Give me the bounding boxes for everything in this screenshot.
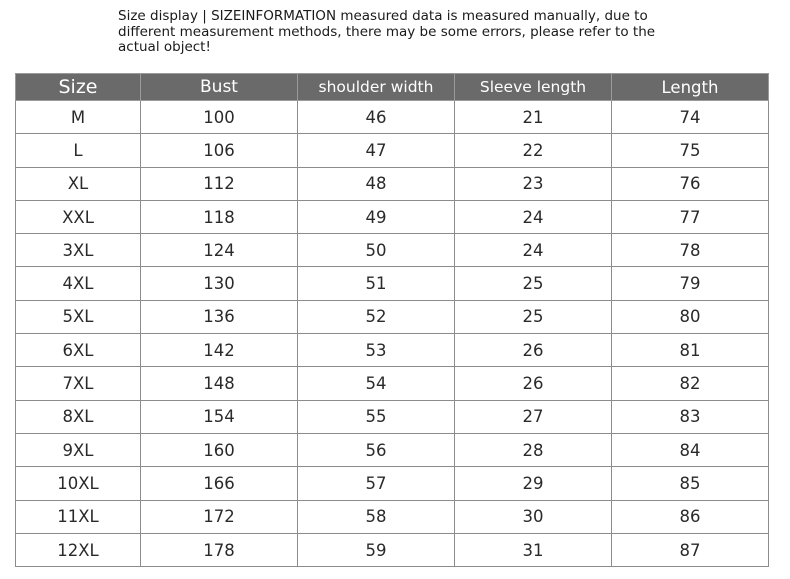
cell-sleeve-length: 31 bbox=[455, 533, 612, 566]
cell-bust: 136 bbox=[141, 300, 298, 333]
table-header-row bbox=[16, 74, 769, 101]
cell-length: 78 bbox=[612, 234, 769, 267]
cell-length: 74 bbox=[612, 101, 769, 134]
cell-bust: 142 bbox=[141, 334, 298, 367]
table-row bbox=[16, 267, 769, 300]
size-note: Size display | SIZEINFORMATION measured data is measured manually, due to different measurement methods, there may be some errors, please refer to the actual object! bbox=[118, 8, 656, 55]
cell-size: L bbox=[16, 134, 141, 167]
cell-sleeve-length: 27 bbox=[455, 400, 612, 433]
cell-sleeve-length: 28 bbox=[455, 433, 612, 466]
cell-length: 76 bbox=[612, 167, 769, 200]
header-bust: Bust bbox=[141, 74, 298, 101]
cell-bust: 112 bbox=[141, 167, 298, 200]
table-row bbox=[16, 300, 769, 333]
cell-bust: 154 bbox=[141, 400, 298, 433]
cell-sleeve-length: 24 bbox=[455, 200, 612, 233]
cell-shoulder-width: 52 bbox=[298, 300, 455, 333]
cell-sleeve-length: 26 bbox=[455, 334, 612, 367]
table-row bbox=[16, 101, 769, 134]
cell-sleeve-length: 22 bbox=[455, 134, 612, 167]
cell-bust: 106 bbox=[141, 134, 298, 167]
cell-shoulder-width: 55 bbox=[298, 400, 455, 433]
cell-sleeve-length: 25 bbox=[455, 300, 612, 333]
cell-bust: 172 bbox=[141, 500, 298, 533]
cell-length: 77 bbox=[612, 200, 769, 233]
table-row bbox=[16, 400, 769, 433]
table-row bbox=[16, 167, 769, 200]
cell-shoulder-width: 58 bbox=[298, 500, 455, 533]
cell-shoulder-width: 51 bbox=[298, 267, 455, 300]
cell-bust: 118 bbox=[141, 200, 298, 233]
cell-size: 9XL bbox=[16, 433, 141, 466]
cell-shoulder-width: 53 bbox=[298, 334, 455, 367]
cell-shoulder-width: 46 bbox=[298, 101, 455, 134]
header-length: Length bbox=[612, 74, 769, 101]
cell-sleeve-length: 30 bbox=[455, 500, 612, 533]
cell-sleeve-length: 25 bbox=[455, 267, 612, 300]
cell-shoulder-width: 47 bbox=[298, 134, 455, 167]
cell-sleeve-length: 23 bbox=[455, 167, 612, 200]
table-row bbox=[16, 234, 769, 267]
cell-length: 79 bbox=[612, 267, 769, 300]
cell-size: XL bbox=[16, 167, 141, 200]
cell-bust: 100 bbox=[141, 101, 298, 134]
table-row bbox=[16, 134, 769, 167]
cell-length: 80 bbox=[612, 300, 769, 333]
cell-shoulder-width: 50 bbox=[298, 234, 455, 267]
cell-size: 11XL bbox=[16, 500, 141, 533]
cell-sleeve-length: 21 bbox=[455, 101, 612, 134]
cell-length: 83 bbox=[612, 400, 769, 433]
cell-bust: 130 bbox=[141, 267, 298, 300]
header-shoulder-width: shoulder width bbox=[298, 74, 455, 101]
cell-length: 75 bbox=[612, 134, 769, 167]
cell-size: 12XL bbox=[16, 533, 141, 566]
cell-size: 6XL bbox=[16, 334, 141, 367]
cell-sleeve-length: 24 bbox=[455, 234, 612, 267]
cell-size: 10XL bbox=[16, 467, 141, 500]
cell-length: 81 bbox=[612, 334, 769, 367]
size-chart-table bbox=[15, 73, 769, 567]
cell-size: 7XL bbox=[16, 367, 141, 400]
table-row bbox=[16, 433, 769, 466]
cell-size: 3XL bbox=[16, 234, 141, 267]
table-row bbox=[16, 334, 769, 367]
cell-bust: 160 bbox=[141, 433, 298, 466]
cell-length: 86 bbox=[612, 500, 769, 533]
header-sleeve-length: Sleeve length bbox=[455, 74, 612, 101]
cell-shoulder-width: 57 bbox=[298, 467, 455, 500]
cell-bust: 178 bbox=[141, 533, 298, 566]
table-row bbox=[16, 533, 769, 566]
cell-size: 5XL bbox=[16, 300, 141, 333]
cell-shoulder-width: 54 bbox=[298, 367, 455, 400]
cell-bust: 148 bbox=[141, 367, 298, 400]
cell-sleeve-length: 26 bbox=[455, 367, 612, 400]
cell-size: M bbox=[16, 101, 141, 134]
cell-size: 8XL bbox=[16, 400, 141, 433]
cell-length: 85 bbox=[612, 467, 769, 500]
cell-size: 4XL bbox=[16, 267, 141, 300]
cell-size: XXL bbox=[16, 200, 141, 233]
cell-length: 84 bbox=[612, 433, 769, 466]
cell-length: 87 bbox=[612, 533, 769, 566]
table-row bbox=[16, 500, 769, 533]
header-size: Size bbox=[16, 74, 141, 101]
cell-bust: 124 bbox=[141, 234, 298, 267]
table-row bbox=[16, 367, 769, 400]
table-row bbox=[16, 467, 769, 500]
table-row bbox=[16, 200, 769, 233]
cell-shoulder-width: 48 bbox=[298, 167, 455, 200]
cell-shoulder-width: 49 bbox=[298, 200, 455, 233]
cell-shoulder-width: 56 bbox=[298, 433, 455, 466]
cell-sleeve-length: 29 bbox=[455, 467, 612, 500]
cell-bust: 166 bbox=[141, 467, 298, 500]
cell-length: 82 bbox=[612, 367, 769, 400]
cell-shoulder-width: 59 bbox=[298, 533, 455, 566]
